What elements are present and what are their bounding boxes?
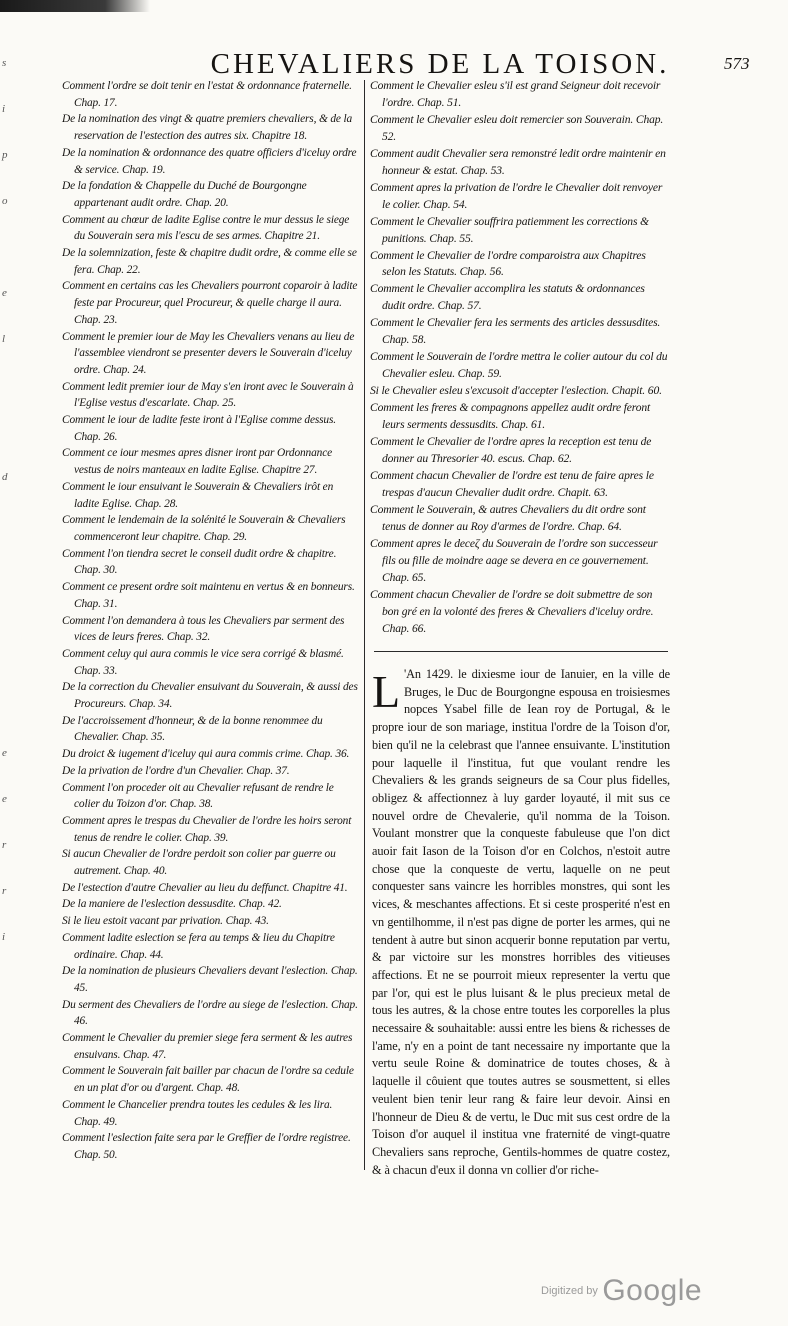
digitized-by-google-watermark	[541, 1274, 702, 1308]
toc-entry: Comment le Souverain, & autres Chevaliers du dit ordre sont tenus de donner au Roy d'armes de l'ordre. Chap. 64.	[370, 502, 646, 533]
toc-entry: Comment ce iour mesmes apres disner iront par Ordonnance vestus de noirs manteaux en ladite Eglise. Chapitre 27.	[62, 447, 333, 477]
toc-entry: De la fondation & Chappelle du Duché de Bourgongne appartenant audit ordre. Chap. 20.	[62, 180, 307, 209]
toc-entry: Comment chacun Chevalier de l'ordre se doit submettre de son bon gré en la volonté des freres & Chevaliers d'iceluy ordre. Chap. 66.	[370, 587, 654, 635]
toc-entry: Comment le Souverain fait bailler par chacun de l'ordre sa cedule en un plat d'or ou d'argent. Chap. 48.	[62, 1065, 354, 1095]
toc-entry: Comment les freres & compagnons appellez audit ordre feront leurs serments dessusdits. Chap. 61.	[370, 401, 651, 432]
toc-entry: Comment le Chevalier esleu s'il est grand Seigneur doit recevoir l'ordre. Chap. 51.	[370, 79, 661, 109]
toc-entry: Comment apres la privation de l'ordre le Chevalier doit renvoyer le colier. Chap. 54.	[370, 180, 663, 211]
toc-entry: Si le lieu estoit vacant par privation. Chap. 43.	[62, 915, 269, 928]
toc-entry: Comment le lendemain de la solénité le Souverain & Chevaliers commenceront leur chapitre. Chap. 29.	[62, 514, 346, 543]
scan-edge-shadow	[0, 0, 150, 12]
margin-letter: d	[2, 471, 8, 483]
toc-entry: Comment apres le deceζ du Souverain de l'ordre son successeur fils ou fille de moindre aage se devera en ce gouvernement. Chap. 65.	[370, 536, 658, 584]
toc-entry: De la maniere de l'eslection dessusdite. Chap. 42.	[62, 898, 282, 911]
margin-letter: p	[2, 149, 8, 161]
margin-letter	[2, 408, 16, 454]
toc-entry: De la privation de l'ordre d'un Chevalier. Chap. 37.	[62, 764, 290, 777]
toc-entry: Comment le Chevalier de l'ordre apres la reception est tenu de donner au Thresorier 40. escus. Chap. 62.	[370, 435, 652, 465]
margin-letter: r	[2, 885, 7, 897]
toc-entry: Comment le Souverain de l'ordre mettra le colier autour du col du Chevalier esleu. Chap. 59.	[370, 350, 668, 381]
toc-entry: Si aucun Chevalier de l'ordre perdoit son colier par guerre ou autrement. Chap. 40.	[62, 848, 336, 878]
margin-letter: s	[2, 57, 7, 69]
margin-letter	[2, 638, 16, 684]
toc-entry: Comment apres le trespas du Chevalier de l'ordre les hoirs seront tenus de rendre le colier. Chap. 39.	[62, 814, 352, 844]
toc-entry: Comment ladite eslection se fera au temps & lieu du Chapitre ordinaire. Chap. 44.	[62, 931, 335, 961]
margin-letter	[2, 362, 16, 408]
margin-letter: e	[2, 287, 7, 299]
margin-letter: r	[2, 839, 7, 851]
toc-entry: Si le Chevalier esleu s'excusoit d'accepter l'eslection. Chapit. 60.	[370, 384, 662, 398]
margin-letter	[2, 684, 16, 730]
column-divider	[364, 80, 365, 1170]
margin-letter	[2, 224, 16, 270]
toc-entry: Comment ledit premier iour de May s'en iront avec le Souverain à l'Eglise vestus d'escarlate. Chap. 25.	[62, 380, 354, 410]
watermark-prefix: Digitized by	[541, 1285, 598, 1297]
margin-letter	[2, 546, 16, 592]
table-of-contents-right-column	[370, 78, 670, 637]
toc-entry: Comment ce present ordre soit maintenu en vertus & en bonneurs. Chap. 31.	[62, 581, 355, 610]
margin-letter: l	[2, 333, 6, 345]
toc-entry: Comment l'ordre se doit tenir en l'estat & ordonnance fraternelle. Chap. 17.	[62, 80, 352, 109]
toc-entry: Comment le Chevalier du premier siege fera serment & les autres ensuivans. Chap. 47.	[62, 1032, 353, 1061]
toc-entry: Comment l'on proceder oit au Chevalier refusant de rendre le colier du Toizon d'or. Chap. 38.	[62, 781, 334, 811]
toc-entry: De la nomination des vingt & quatre premiers chevaliers, & de la reservation de l'estection des autres six. Chapitre 18.	[62, 113, 353, 143]
margin-bleed-letters	[2, 40, 16, 960]
history-paragraph	[372, 666, 670, 1179]
drop-cap: L	[372, 666, 400, 717]
toc-entry: Comment le Chevalier esleu doit remercier son Souverain. Chap. 52.	[370, 112, 664, 143]
toc-entry: Comment chacun Chevalier de l'ordre est tenu de faire apres le trespas d'aucun Chevalier dudit ordre. Chapit. 63.	[370, 468, 654, 499]
page-number: 573	[724, 54, 750, 73]
margin-letter	[2, 592, 16, 638]
toc-entry: Comment l'on tiendra secret le conseil dudit ordre & chapitre. Chap. 30.	[62, 547, 337, 577]
toc-entry: Comment audit Chevalier sera remonstré ledit ordre maintenir en honneur & estat. Chap. 53.	[370, 146, 666, 177]
running-title: CHEVALIERS DE LA TOISON.	[210, 48, 670, 80]
toc-entry: Comment le premier iour de May les Chevaliers venans au lieu de l'assemblee viendront se presenter devers le Souverain d'iceluy ordre. Chap. 24.	[62, 330, 355, 376]
table-of-contents-left-column	[62, 78, 360, 1164]
toc-entry: De l'estection d'autre Chevalier au lieu du deffunct. Chapitre 41.	[62, 881, 348, 894]
toc-entry: Comment au chœur de ladite Eglise contre le mur dessus le siege du Souverain sera mis l'escu de ses armes. Chapitre 21.	[62, 213, 350, 243]
margin-letter: e	[2, 793, 7, 805]
toc-entry: De la nomination & ordonnance des quatre officiers d'iceluy ordre & service. Chap. 19.	[62, 146, 357, 176]
paragraph-text: 'An 1429. le dixiesme iour de Ianuier, en la ville de Bruges, le Duc de Bourgongne espousa en troisiesmes nopces Ysabel fille de Iean roy de Portugal, & le propre iour de son mariage, institua l'ordre de la Toison d'or, bien qu'il ne la celebrast que l'annee ensuivante. L'institution pour laquelle il l'institua, fut que voulant rendre les Chevaliers & les grands seigneurs de sa Cour plus fidelles, obligez & affectionnez à luy garder loyauté, il mit sus ce nouvel ordre de Chevalerie, qu'il nomma de la Toison. Voulant monstrer que la conqueste fabuleuse que l'on dict auoir fait Iason de la Toison d'or en Colchos, n'estoit autre chose que la conqueste de vertu, laquelle on ne peut conquester sans vaincre les horribles monstres, qui sont les vices, & meschantes affections. Et si ceste prosperité n'est en vn gentilhomme, il n'est pas digne de porter les armes, qui ne tendent à autre but sinon acquerir bonne reputation par vertu, & par victoire sur les monstres horribles des vitieuses affections. Et ne se pourroit mieux representer la vertu que par l'or, qui est le plus luisant & le plus precieux metal de tous les autres, & la chose entre toutes les corporelles la plus necessaire & souhaitable: aussi entre les biens & richesses de l'ame, n'y en a point de tant necessaire ny importante que la vertu seule Roine & dominatrice de toutes choses, & à laquelle il côuient que toutes autres se sousmettent, si elles veulent bien tenir leur rang & faire leur devoir. Ainsi en l'honneur de Dieu & de vertu, le Duc mit sus cest ordre de la Toison d'or auquel il institua vne fraternité de vingt-quatre Chevaliers sans reproche, Gentils-hommes de quatre costez, & à chacun d'eux il donna vn collier d'or riche-	[372, 667, 670, 1177]
toc-entry: Comment le iour ensuivant le Souverain & Chevaliers irôt en ladite Eglise. Chap. 28.	[62, 480, 334, 510]
section-divider	[374, 651, 668, 652]
google-logo-text: Google	[602, 1274, 703, 1307]
toc-entry: Comment l'on demandera à tous les Chevaliers par serment des vices de leurs freres. Chap. 32.	[62, 614, 345, 644]
toc-entry: De l'accroissement d'honneur, & de la bonne renommee du Chevalier. Chap. 35.	[62, 714, 323, 744]
toc-entry: Comment le Chevalier fera les serments des articles dessusdites. Chap. 58.	[370, 316, 661, 347]
toc-entry: Comment le Chancelier prendra toutes les cedules & les lira. Chap. 49.	[62, 1098, 333, 1128]
margin-letter: i	[2, 103, 6, 115]
margin-letter	[2, 500, 16, 546]
toc-entry: Comment le Chevalier accomplira les statuts & ordonnances dudit ordre. Chap. 57.	[370, 282, 645, 313]
toc-entry: Comment le Chevalier souffrira patiemment les corrections & punitions. Chap. 55.	[370, 214, 649, 245]
toc-entry: De la nomination de plusieurs Chevaliers devant l'eslection. Chap. 45.	[62, 965, 358, 994]
toc-entry: Comment le Chevalier de l'ordre comparoistra aux Chapitres selon les Statuts. Chap. 56.	[370, 248, 646, 279]
toc-entry: De la correction du Chevalier ensuivant du Souverain, & aussi des Procureurs. Chap. 34.	[62, 681, 358, 711]
margin-letter: e	[2, 747, 7, 759]
toc-entry: Comment le iour de ladite feste iront à l'Eglise comme dessus. Chap. 26.	[62, 414, 336, 443]
toc-entry: Du serment des Chevaliers de l'ordre au siege de l'eslection. Chap. 46.	[62, 998, 358, 1028]
toc-entry: Comment en certains cas les Chevaliers pourront coparoir à ladite feste par Procureur, quel Procureur, & quelle charge il aura. Chap. 23.	[62, 280, 358, 326]
margin-letter: i	[2, 931, 6, 943]
toc-entry: Comment l'eslection faite sera par le Greffier de l'ordre registree. Chap. 50.	[62, 1132, 351, 1161]
toc-entry: De la solemnization, feste & chapitre dudit ordre, & comme elle se fera. Chap. 22.	[62, 247, 357, 276]
toc-entry: Comment celuy qui aura commis le vice sera corrigé & blasmé. Chap. 33.	[62, 647, 344, 677]
toc-entry: Du droict & iugement d'iceluy qui aura commis crime. Chap. 36.	[62, 748, 350, 761]
margin-letter: o	[2, 195, 8, 207]
